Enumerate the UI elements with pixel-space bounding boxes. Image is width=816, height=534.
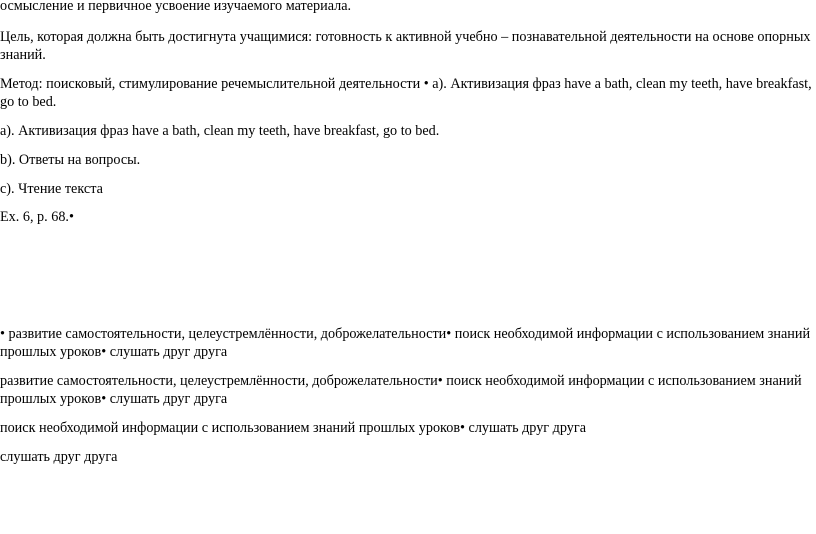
paragraph-answers: b). Ответы на вопросы. bbox=[0, 152, 141, 168]
paragraph-exercise: Ex. 6, p. 68.• bbox=[0, 209, 74, 225]
paragraph-skills-full: • развитие самостоятельности, целеустремлённости, доброжелательности• поиск необходимой информации с использованием знаний прошлых уроков• слушать друг друга bbox=[0, 326, 811, 360]
paragraph-search-info: поиск необходимой информации с использованием знаний прошлых уроков• слушать друг друга bbox=[0, 420, 586, 436]
paragraph-listen: слушать друг друга bbox=[0, 449, 118, 465]
paragraph-method: Метод: поисковый, стимулирование речемыслительной деятельности • а). Активизация фраз have a bath, clean my teeth, have breakfast, go to bed. bbox=[0, 76, 812, 110]
paragraph-activation: а). Активизация фраз have a bath, clean my teeth, have breakfast, go to bed. bbox=[0, 123, 440, 139]
paragraph-skills-partial: развитие самостоятельности, целеустремлённости, доброжелательности• поиск необходимой информации с использованием знаний прошлых уроков• слушать друг друга bbox=[0, 373, 802, 407]
paragraph-intro: осмысление и первичное усвоение изучаемого материала. bbox=[0, 0, 352, 14]
paragraph-goal: Цель, которая должна быть достигнута учащимися: готовность к активной учебно – познавательной деятельности на основе опорных знаний. bbox=[0, 29, 811, 63]
paragraph-reading: c). Чтение текста bbox=[0, 181, 103, 197]
